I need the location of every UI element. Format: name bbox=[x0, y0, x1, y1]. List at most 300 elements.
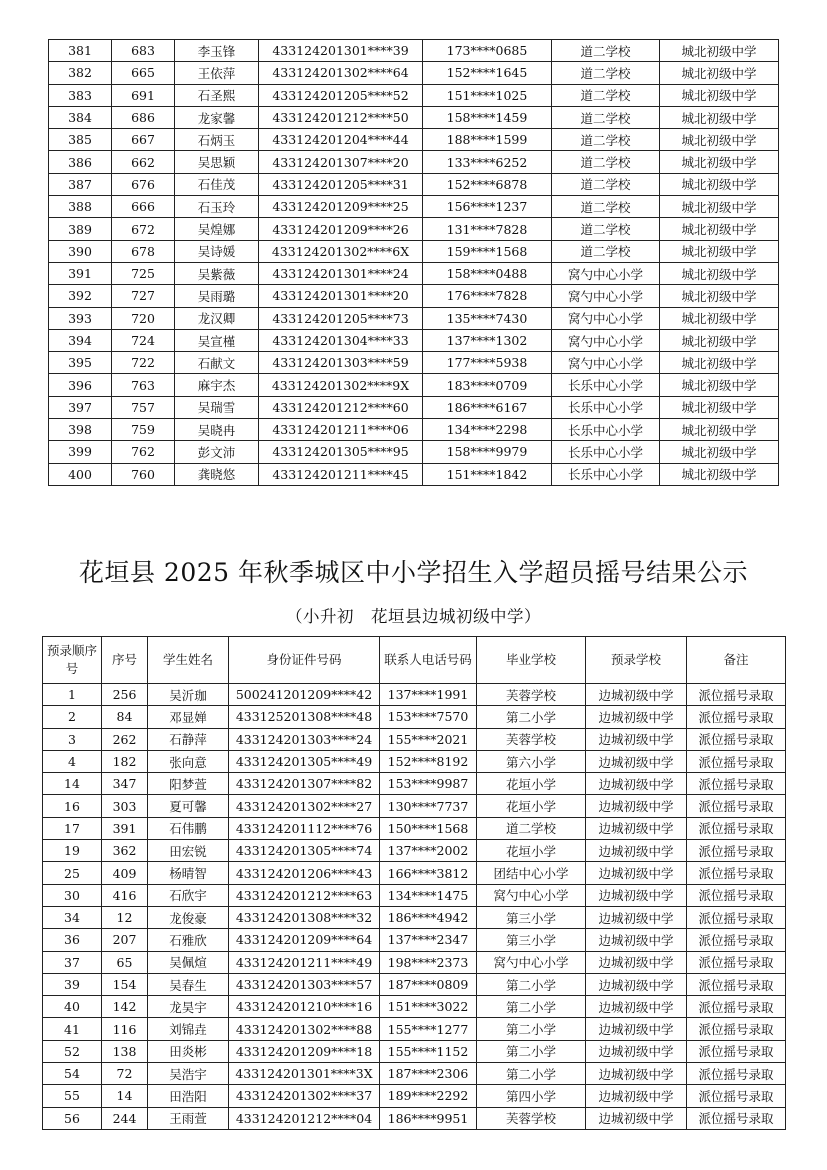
table-cell: 56 bbox=[43, 1107, 102, 1129]
table-cell: 41 bbox=[43, 1018, 102, 1040]
table-row bbox=[49, 84, 779, 106]
results-table-biancheng bbox=[42, 636, 786, 1130]
table-cell: 389 bbox=[49, 218, 112, 240]
table-cell: 道二学校 bbox=[552, 106, 660, 128]
table-row bbox=[49, 40, 779, 62]
table-cell: 396 bbox=[49, 374, 112, 396]
table-cell: 500241201209****42 bbox=[229, 684, 380, 706]
table-cell: 吴紫薇 bbox=[175, 262, 259, 284]
table-cell: 吴晓冉 bbox=[175, 419, 259, 441]
table-cell: 田炎彬 bbox=[148, 1040, 229, 1062]
table-cell: 芙蓉学校 bbox=[477, 728, 586, 750]
table-cell: 186****9951 bbox=[380, 1107, 477, 1129]
table-cell: 派位摇号录取 bbox=[687, 951, 786, 973]
table-cell: 433124201305****74 bbox=[229, 840, 380, 862]
column-header: 预录顺序号 bbox=[43, 637, 102, 684]
table-cell: 392 bbox=[49, 285, 112, 307]
table-cell: 边城初级中学 bbox=[586, 1107, 687, 1129]
table-cell: 158****9979 bbox=[423, 441, 552, 463]
table-cell: 田宏锐 bbox=[148, 840, 229, 862]
table-cell: 第二小学 bbox=[477, 1040, 586, 1062]
table-cell: 长乐中心小学 bbox=[552, 419, 660, 441]
table-cell: 夏可馨 bbox=[148, 795, 229, 817]
table-cell: 433124201303****24 bbox=[229, 728, 380, 750]
table-cell: 433124201305****49 bbox=[229, 750, 380, 772]
results-table-continued bbox=[48, 39, 779, 486]
table-row bbox=[49, 419, 779, 441]
table-cell: 394 bbox=[49, 329, 112, 351]
table-cell: 187****0809 bbox=[380, 973, 477, 995]
table-cell: 433124201302****64 bbox=[259, 62, 423, 84]
table-cell: 762 bbox=[112, 441, 175, 463]
table-cell: 725 bbox=[112, 262, 175, 284]
table-cell: 177****5938 bbox=[423, 352, 552, 374]
table-cell: 665 bbox=[112, 62, 175, 84]
table-row bbox=[43, 773, 786, 795]
table-cell: 彭文沛 bbox=[175, 441, 259, 463]
column-header: 备注 bbox=[687, 637, 786, 684]
table-cell: 759 bbox=[112, 419, 175, 441]
table-cell: 王雨萱 bbox=[148, 1107, 229, 1129]
table-cell: 55 bbox=[43, 1085, 102, 1107]
table-cell: 433124201212****50 bbox=[259, 106, 423, 128]
table-cell: 433124201209****64 bbox=[229, 929, 380, 951]
table-row bbox=[43, 750, 786, 772]
table-cell: 153****9987 bbox=[380, 773, 477, 795]
table-row bbox=[43, 996, 786, 1018]
table-cell: 派位摇号录取 bbox=[687, 884, 786, 906]
table-cell: 道二学校 bbox=[552, 62, 660, 84]
table-cell: 388 bbox=[49, 196, 112, 218]
table-row bbox=[49, 352, 779, 374]
table-row bbox=[49, 285, 779, 307]
table-cell: 433124201204****44 bbox=[259, 129, 423, 151]
table-cell: 398 bbox=[49, 419, 112, 441]
table-cell: 城北初级中学 bbox=[660, 196, 779, 218]
table-cell: 城北初级中学 bbox=[660, 84, 779, 106]
table-cell: 186****4942 bbox=[380, 906, 477, 928]
table-cell: 131****7828 bbox=[423, 218, 552, 240]
table-cell: 第二小学 bbox=[477, 1063, 586, 1085]
table-cell: 第二小学 bbox=[477, 706, 586, 728]
table-row bbox=[49, 396, 779, 418]
table-cell: 龙家馨 bbox=[175, 106, 259, 128]
table-row bbox=[43, 1040, 786, 1062]
table-cell: 135****7430 bbox=[423, 307, 552, 329]
table-cell: 678 bbox=[112, 240, 175, 262]
table-cell: 30 bbox=[43, 884, 102, 906]
results-table-continued-body bbox=[49, 40, 779, 486]
table-cell: 石静萍 bbox=[148, 728, 229, 750]
table-cell: 派位摇号录取 bbox=[687, 840, 786, 862]
table-cell: 433124201303****59 bbox=[259, 352, 423, 374]
table-cell: 道二学校 bbox=[552, 218, 660, 240]
table-cell: 433124201308****32 bbox=[229, 906, 380, 928]
table-cell: 城北初级中学 bbox=[660, 40, 779, 62]
table-row bbox=[49, 329, 779, 351]
table-cell: 152****8192 bbox=[380, 750, 477, 772]
table-cell: 666 bbox=[112, 196, 175, 218]
table-cell: 窝勺中心小学 bbox=[552, 307, 660, 329]
table-cell: 吴沂珈 bbox=[148, 684, 229, 706]
table-cell: 吴煌娜 bbox=[175, 218, 259, 240]
page-title: 花垣县 2025 年秋季城区中小学招生入学超员摇号结果公示 bbox=[78, 558, 749, 587]
table-cell: 吴佩煊 bbox=[148, 951, 229, 973]
table-cell: 派位摇号录取 bbox=[687, 773, 786, 795]
table-row bbox=[49, 196, 779, 218]
table-cell: 433124201206****43 bbox=[229, 862, 380, 884]
table-cell: 城北初级中学 bbox=[660, 173, 779, 195]
table-cell: 田浩阳 bbox=[148, 1085, 229, 1107]
table-cell: 边城初级中学 bbox=[586, 973, 687, 995]
table-cell: 城北初级中学 bbox=[660, 307, 779, 329]
table-header-row bbox=[43, 637, 786, 684]
table-row bbox=[49, 129, 779, 151]
table-row bbox=[43, 1085, 786, 1107]
table-cell: 176****7828 bbox=[423, 285, 552, 307]
table-cell: 433124201301****24 bbox=[259, 262, 423, 284]
table-row bbox=[49, 173, 779, 195]
table-row bbox=[49, 463, 779, 485]
table-cell: 188****1599 bbox=[423, 129, 552, 151]
table-cell: 长乐中心小学 bbox=[552, 374, 660, 396]
table-cell: 城北初级中学 bbox=[660, 285, 779, 307]
column-header: 联系人电话号码 bbox=[380, 637, 477, 684]
table-cell: 36 bbox=[43, 929, 102, 951]
table-cell: 686 bbox=[112, 106, 175, 128]
table-cell: 道二学校 bbox=[552, 40, 660, 62]
table-cell: 433124201211****06 bbox=[259, 419, 423, 441]
column-header: 毕业学校 bbox=[477, 637, 586, 684]
column-header: 身份证件号码 bbox=[229, 637, 380, 684]
table-cell: 窝勺中心小学 bbox=[552, 352, 660, 374]
table-row bbox=[49, 307, 779, 329]
table-cell: 16 bbox=[43, 795, 102, 817]
table-cell: 159****1568 bbox=[423, 240, 552, 262]
table-row bbox=[49, 441, 779, 463]
table-cell: 433124201302****88 bbox=[229, 1018, 380, 1040]
table-cell: 边城初级中学 bbox=[586, 773, 687, 795]
table-cell: 40 bbox=[43, 996, 102, 1018]
table-cell: 25 bbox=[43, 862, 102, 884]
table-cell: 158****0488 bbox=[423, 262, 552, 284]
table-cell: 65 bbox=[102, 951, 148, 973]
table-row bbox=[49, 240, 779, 262]
table-cell: 城北初级中学 bbox=[660, 352, 779, 374]
table-cell: 石欣宇 bbox=[148, 884, 229, 906]
table-cell: 城北初级中学 bbox=[660, 329, 779, 351]
table-cell: 385 bbox=[49, 129, 112, 151]
table-cell: 派位摇号录取 bbox=[687, 996, 786, 1018]
table-cell: 窝勺中心小学 bbox=[552, 329, 660, 351]
table-cell: 派位摇号录取 bbox=[687, 728, 786, 750]
column-header: 预录学校 bbox=[586, 637, 687, 684]
table-cell: 派位摇号录取 bbox=[687, 929, 786, 951]
table-cell: 433124201209****26 bbox=[259, 218, 423, 240]
table-cell: 城北初级中学 bbox=[660, 463, 779, 485]
table-cell: 派位摇号录取 bbox=[687, 1085, 786, 1107]
table-cell: 152****1645 bbox=[423, 62, 552, 84]
table-cell: 派位摇号录取 bbox=[687, 684, 786, 706]
table-cell: 长乐中心小学 bbox=[552, 463, 660, 485]
table-cell: 397 bbox=[49, 396, 112, 418]
table-cell: 134****2298 bbox=[423, 419, 552, 441]
table-cell: 边城初级中学 bbox=[586, 884, 687, 906]
table-cell: 433124201212****63 bbox=[229, 884, 380, 906]
table-cell: 433124201307****82 bbox=[229, 773, 380, 795]
table-cell: 183****0709 bbox=[423, 374, 552, 396]
table-cell: 杨晴智 bbox=[148, 862, 229, 884]
table-cell: 662 bbox=[112, 151, 175, 173]
table-cell: 石炳玉 bbox=[175, 129, 259, 151]
table-cell: 433124201205****31 bbox=[259, 173, 423, 195]
table-cell: 吴浩宇 bbox=[148, 1063, 229, 1085]
table-cell: 王依萍 bbox=[175, 62, 259, 84]
page-subtitle: （小升初 花垣县边城初级中学） bbox=[286, 607, 541, 626]
table-cell: 386 bbox=[49, 151, 112, 173]
table-cell: 390 bbox=[49, 240, 112, 262]
table-cell: 张向意 bbox=[148, 750, 229, 772]
table-cell: 道二学校 bbox=[552, 151, 660, 173]
table-row bbox=[43, 1063, 786, 1085]
table-cell: 433124201211****49 bbox=[229, 951, 380, 973]
table-row bbox=[43, 862, 786, 884]
table-cell: 边城初级中学 bbox=[586, 1018, 687, 1040]
table-cell: 刘锦垚 bbox=[148, 1018, 229, 1040]
table-cell: 吴宣槿 bbox=[175, 329, 259, 351]
table-cell: 142 bbox=[102, 996, 148, 1018]
table-cell: 137****1991 bbox=[380, 684, 477, 706]
table-cell: 吴春生 bbox=[148, 973, 229, 995]
column-header: 学生姓名 bbox=[148, 637, 229, 684]
table-cell: 667 bbox=[112, 129, 175, 151]
table-cell: 691 bbox=[112, 84, 175, 106]
table-cell: 52 bbox=[43, 1040, 102, 1062]
table-cell: 阳梦萱 bbox=[148, 773, 229, 795]
table-cell: 433124201212****60 bbox=[259, 396, 423, 418]
table-cell: 303 bbox=[102, 795, 148, 817]
table-cell: 边城初级中学 bbox=[586, 1063, 687, 1085]
table-cell: 派位摇号录取 bbox=[687, 1107, 786, 1129]
table-cell: 433124201304****33 bbox=[259, 329, 423, 351]
table-cell: 244 bbox=[102, 1107, 148, 1129]
table-cell: 433124201301****39 bbox=[259, 40, 423, 62]
table-row bbox=[43, 1018, 786, 1040]
table-cell: 派位摇号录取 bbox=[687, 795, 786, 817]
table-cell: 262 bbox=[102, 728, 148, 750]
table-cell: 3 bbox=[43, 728, 102, 750]
table-cell: 道二学校 bbox=[552, 240, 660, 262]
table-cell: 长乐中心小学 bbox=[552, 441, 660, 463]
table-row bbox=[43, 684, 786, 706]
table-cell: 152****6878 bbox=[423, 173, 552, 195]
table-cell: 433124201210****16 bbox=[229, 996, 380, 1018]
table-cell: 边城初级中学 bbox=[586, 706, 687, 728]
table-cell: 边城初级中学 bbox=[586, 996, 687, 1018]
table-row bbox=[49, 262, 779, 284]
table-cell: 137****2002 bbox=[380, 840, 477, 862]
table-cell: 团结中心小学 bbox=[477, 862, 586, 884]
table-cell: 727 bbox=[112, 285, 175, 307]
table-cell: 362 bbox=[102, 840, 148, 862]
table-cell: 石伟鹏 bbox=[148, 817, 229, 839]
table-cell: 158****1459 bbox=[423, 106, 552, 128]
table-cell: 边城初级中学 bbox=[586, 951, 687, 973]
table-cell: 李玉锋 bbox=[175, 40, 259, 62]
table-cell: 窝勺中心小学 bbox=[552, 262, 660, 284]
table-cell: 166****3812 bbox=[380, 862, 477, 884]
table-cell: 边城初级中学 bbox=[586, 728, 687, 750]
table-cell: 116 bbox=[102, 1018, 148, 1040]
table-cell: 城北初级中学 bbox=[660, 218, 779, 240]
table-cell: 409 bbox=[102, 862, 148, 884]
column-header: 序号 bbox=[102, 637, 148, 684]
table-cell: 187****2306 bbox=[380, 1063, 477, 1085]
table-cell: 84 bbox=[102, 706, 148, 728]
table-row bbox=[43, 817, 786, 839]
table-cell: 龙昊宇 bbox=[148, 996, 229, 1018]
table-cell: 吴诗媛 bbox=[175, 240, 259, 262]
table-cell: 4 bbox=[43, 750, 102, 772]
table-cell: 城北初级中学 bbox=[660, 441, 779, 463]
table-cell: 19 bbox=[43, 840, 102, 862]
table-cell: 窝勺中心小学 bbox=[477, 884, 586, 906]
table-cell: 石佳茂 bbox=[175, 173, 259, 195]
table-cell: 433124201205****52 bbox=[259, 84, 423, 106]
table-cell: 433124201209****25 bbox=[259, 196, 423, 218]
table-cell: 155****1277 bbox=[380, 1018, 477, 1040]
table-cell: 吴瑞雪 bbox=[175, 396, 259, 418]
table-cell: 433124201302****27 bbox=[229, 795, 380, 817]
table-cell: 派位摇号录取 bbox=[687, 706, 786, 728]
table-cell: 麻宇杰 bbox=[175, 374, 259, 396]
table-cell: 派位摇号录取 bbox=[687, 1040, 786, 1062]
table-cell: 151****1842 bbox=[423, 463, 552, 485]
table-cell: 34 bbox=[43, 906, 102, 928]
table-cell: 城北初级中学 bbox=[660, 62, 779, 84]
table-cell: 724 bbox=[112, 329, 175, 351]
table-cell: 边城初级中学 bbox=[586, 750, 687, 772]
table-cell: 派位摇号录取 bbox=[687, 817, 786, 839]
table-row bbox=[49, 218, 779, 240]
table-cell: 边城初级中学 bbox=[586, 1040, 687, 1062]
table-cell: 381 bbox=[49, 40, 112, 62]
table-cell: 189****2292 bbox=[380, 1085, 477, 1107]
table-cell: 派位摇号录取 bbox=[687, 862, 786, 884]
table-cell: 134****1475 bbox=[380, 884, 477, 906]
table-cell: 433124201303****57 bbox=[229, 973, 380, 995]
table-cell: 吴思颖 bbox=[175, 151, 259, 173]
table-cell: 边城初级中学 bbox=[586, 906, 687, 928]
table-cell: 边城初级中学 bbox=[586, 1085, 687, 1107]
table-cell: 边城初级中学 bbox=[586, 840, 687, 862]
table-cell: 花垣小学 bbox=[477, 840, 586, 862]
table-cell: 155****1152 bbox=[380, 1040, 477, 1062]
table-cell: 城北初级中学 bbox=[660, 419, 779, 441]
table-cell: 窝勺中心小学 bbox=[552, 285, 660, 307]
table-cell: 433124201301****3X bbox=[229, 1063, 380, 1085]
table-cell: 383 bbox=[49, 84, 112, 106]
table-cell: 边城初级中学 bbox=[586, 862, 687, 884]
table-cell: 37 bbox=[43, 951, 102, 973]
table-cell: 138 bbox=[102, 1040, 148, 1062]
table-cell: 第二小学 bbox=[477, 996, 586, 1018]
table-cell: 433125201308****48 bbox=[229, 706, 380, 728]
table-cell: 边城初级中学 bbox=[586, 795, 687, 817]
table-cell: 石雅欣 bbox=[148, 929, 229, 951]
table-cell: 道二学校 bbox=[552, 196, 660, 218]
table-cell: 399 bbox=[49, 441, 112, 463]
table-row bbox=[43, 706, 786, 728]
table-cell: 433124201205****73 bbox=[259, 307, 423, 329]
table-row bbox=[43, 840, 786, 862]
table-cell: 155****2021 bbox=[380, 728, 477, 750]
table-cell: 道二学校 bbox=[552, 129, 660, 151]
table-cell: 城北初级中学 bbox=[660, 240, 779, 262]
table-cell: 14 bbox=[43, 773, 102, 795]
table-cell: 173****0685 bbox=[423, 40, 552, 62]
table-cell: 17 bbox=[43, 817, 102, 839]
table-cell: 676 bbox=[112, 173, 175, 195]
table-cell: 760 bbox=[112, 463, 175, 485]
table-row bbox=[43, 929, 786, 951]
table-cell: 39 bbox=[43, 973, 102, 995]
table-cell: 城北初级中学 bbox=[660, 374, 779, 396]
table-row bbox=[43, 906, 786, 928]
table-row bbox=[49, 374, 779, 396]
table-cell: 156****1237 bbox=[423, 196, 552, 218]
table-cell: 城北初级中学 bbox=[660, 151, 779, 173]
table-cell: 芙蓉学校 bbox=[477, 684, 586, 706]
table-cell: 347 bbox=[102, 773, 148, 795]
table-cell: 14 bbox=[102, 1085, 148, 1107]
table-cell: 433124201301****20 bbox=[259, 285, 423, 307]
table-cell: 2 bbox=[43, 706, 102, 728]
table-cell: 137****2347 bbox=[380, 929, 477, 951]
table-cell: 龙俊豪 bbox=[148, 906, 229, 928]
table-cell: 派位摇号录取 bbox=[687, 1063, 786, 1085]
table-cell: 433124201307****20 bbox=[259, 151, 423, 173]
table-cell: 第六小学 bbox=[477, 750, 586, 772]
table-cell: 198****2373 bbox=[380, 951, 477, 973]
table-row bbox=[43, 795, 786, 817]
table-cell: 150****1568 bbox=[380, 817, 477, 839]
table-cell: 道二学校 bbox=[552, 84, 660, 106]
table-cell: 花垣小学 bbox=[477, 773, 586, 795]
table-cell: 186****6167 bbox=[423, 396, 552, 418]
results-table-biancheng-body bbox=[43, 684, 786, 1130]
table-cell: 433124201212****04 bbox=[229, 1107, 380, 1129]
table-cell: 第二小学 bbox=[477, 1018, 586, 1040]
table-cell: 城北初级中学 bbox=[660, 262, 779, 284]
table-row bbox=[49, 106, 779, 128]
table-cell: 芙蓉学校 bbox=[477, 1107, 586, 1129]
table-cell: 城北初级中学 bbox=[660, 106, 779, 128]
table-cell: 邓显婵 bbox=[148, 706, 229, 728]
table-cell: 433124201209****18 bbox=[229, 1040, 380, 1062]
table-cell: 182 bbox=[102, 750, 148, 772]
table-cell: 256 bbox=[102, 684, 148, 706]
table-cell: 窝勺中心小学 bbox=[477, 951, 586, 973]
table-cell: 吴雨璐 bbox=[175, 285, 259, 307]
table-cell: 派位摇号录取 bbox=[687, 1018, 786, 1040]
table-cell: 757 bbox=[112, 396, 175, 418]
table-cell: 683 bbox=[112, 40, 175, 62]
table-row bbox=[43, 884, 786, 906]
table-cell: 130****7737 bbox=[380, 795, 477, 817]
table-cell: 720 bbox=[112, 307, 175, 329]
table-cell: 派位摇号录取 bbox=[687, 973, 786, 995]
